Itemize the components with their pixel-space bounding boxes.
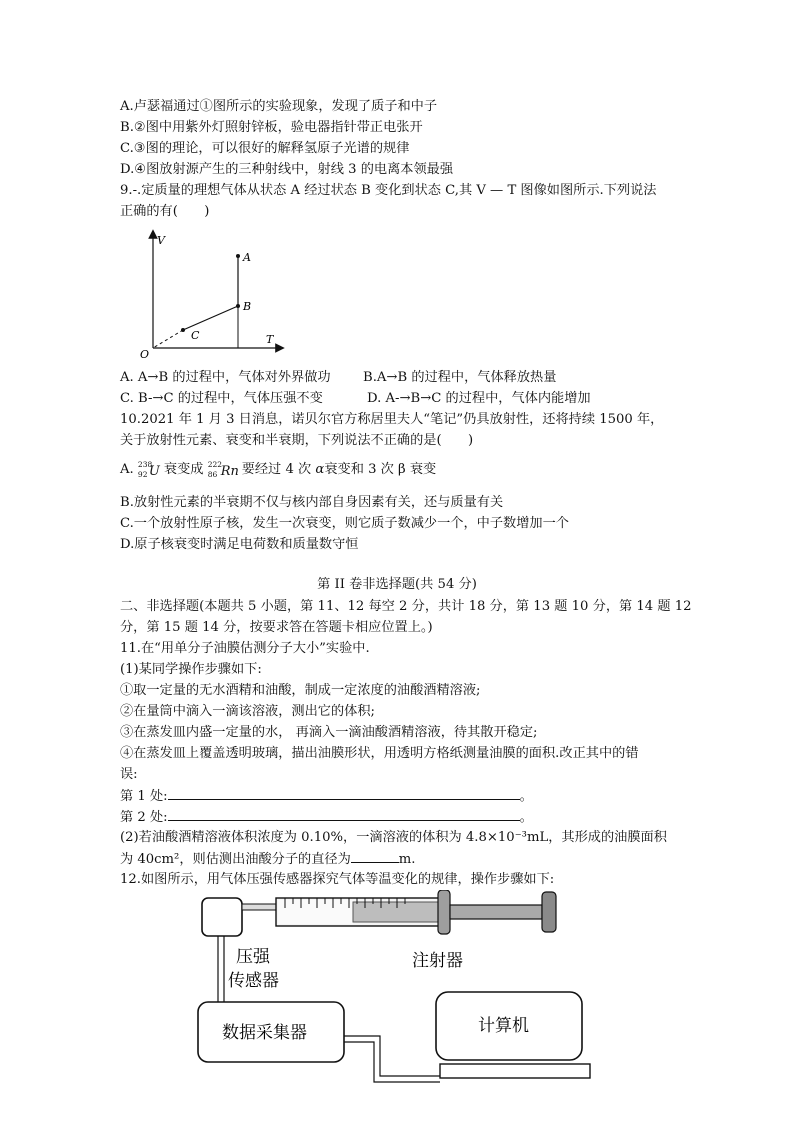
rn-charge-number: 86 xyxy=(207,469,218,479)
q11-sub2-line2 xyxy=(120,849,415,870)
q11-step4-line2: 误: xyxy=(120,767,138,782)
q9-option-c: C. B-→C 的过程中，气体压强不变 xyxy=(120,391,323,406)
rn-mass-number: 222 xyxy=(207,459,223,469)
line-b-to-c xyxy=(183,306,238,330)
point-c-label: C xyxy=(191,329,200,342)
part2-title: 第 II 卷非选择题(共 54 分) xyxy=(317,577,477,592)
q11-sub2-text: 为 40cm²，则估测出油酸分子的直径为 xyxy=(120,852,351,867)
q11-fix1-row xyxy=(120,786,533,807)
radon-nuclide xyxy=(208,461,242,479)
q11-sub1: (1)某同学操作步骤如下: xyxy=(120,662,262,677)
q11-sub2-unit: m. xyxy=(398,852,416,867)
q10-option-a-end: 衰变和 3 次 β 衰变 xyxy=(324,462,437,477)
q10-stem-line1: 10.2021 年 1 月 3 日消息，诺贝尔官方称居里夫人“笔记”仍具放射性，还将持续 1500 年， xyxy=(120,412,664,427)
q9-option-a: A. A→B 的过程中，气体对外界做功 xyxy=(120,370,331,385)
q10-option-a-prefix: A. xyxy=(120,462,134,477)
q11-fix1-blank[interactable] xyxy=(168,786,520,800)
q8-option-b: B.②图中用紫外灯照射锌板，验电器指针带正电张开 xyxy=(120,120,423,135)
q11-step2: ②在量筒中滴入一滴该溶液，测出它的体积; xyxy=(120,704,376,719)
q9-stem-line1: 9.-.定质量的理想气体从状态 A 经过状态 B 变化到状态 C,其 V — T 图像如图所示.下列说法 xyxy=(120,183,657,198)
q11-fix2-row xyxy=(120,807,533,828)
uranium-nuclide xyxy=(138,461,164,479)
syringe-gas-region xyxy=(278,900,353,924)
q11-fix1-label: 第 1 处: xyxy=(120,789,168,804)
point-a-label: A xyxy=(243,251,251,264)
computer-base xyxy=(440,1064,590,1078)
q11-fix2-blank[interactable] xyxy=(168,807,520,821)
q10-option-b: B.放射性元素的半衰期不仅与核内部自身因素有关，还与质量有关 xyxy=(120,495,504,510)
u-charge-number: 92 xyxy=(137,469,148,479)
v-axis-label: V xyxy=(157,234,165,247)
pressure-sensor-box xyxy=(202,898,242,936)
dashed-extension xyxy=(153,330,183,348)
q9-option-b: B.A→B 的过程中，气体释放热量 xyxy=(363,370,557,385)
q11-sub2-line1: (2)若油酸酒精溶液体积浓度为 0.10%，一滴溶液的体积为 4.8×10⁻³mL，其形成的油膜面积 xyxy=(120,830,667,845)
alpha-symbol: α xyxy=(315,462,325,477)
point-a xyxy=(236,254,240,258)
t-axis-label: T xyxy=(266,333,274,346)
part2-instructions-line1: 二、非选择题(本题共 5 小题，第 11、12 每空 2 分，共计 18 分，第 13 题 10 分，第 14 题 12 xyxy=(120,599,692,614)
q12-stem: 12.如图所示，用气体压强传感器探究气体等温变化的规律，操作步骤如下: xyxy=(120,872,555,887)
point-b xyxy=(236,304,240,308)
origin-label: O xyxy=(140,348,150,360)
part2-instructions-line2: 分，第 15 题 14 分，按要求答在答题卡相应位置上。) xyxy=(120,620,433,635)
sensor-label-line2: 传感器 xyxy=(228,971,279,991)
q8-option-a: A.卢瑟福通过①图所示的实验现象，发现了质子和中子 xyxy=(120,99,438,114)
q10-stem-line2: 关于放射性元素、衰变和半衰期，下列说法不正确的是( ) xyxy=(120,433,474,448)
collector-label: 数据采集器 xyxy=(222,1023,307,1043)
sensor-label-line1: 压强 xyxy=(236,947,270,967)
q9-stem-line2: 正确的有( ) xyxy=(120,204,210,219)
syringe-label: 注射器 xyxy=(412,951,463,971)
point-b-label: B xyxy=(243,300,252,313)
rn-symbol: Rn xyxy=(220,463,239,479)
q10-option-a-suffix: 要经过 4 次 xyxy=(241,462,312,477)
connector-tube xyxy=(242,904,276,910)
point-c xyxy=(181,328,185,332)
plunger-handle xyxy=(542,892,556,932)
q8-option-d: D.④图放射源产生的三种射线中，射线 3 的电离本领最强 xyxy=(120,162,454,177)
syringe-flange xyxy=(438,890,450,934)
q11-stem: 11.在“用单分子油膜估测分子大小”实验中. xyxy=(120,641,370,656)
q10-option-a xyxy=(120,460,436,480)
syringe-plunger-body xyxy=(353,902,443,922)
q10-option-a-mid: 衰变成 xyxy=(163,462,204,477)
q10-option-d: D.原子核衰变时满足电荷数和质量数守恒 xyxy=(120,537,359,552)
q9-option-d: D. A-→B→C 的过程中，气体内能增加 xyxy=(367,391,591,406)
vt-graph xyxy=(135,228,285,360)
q8-option-c: C.③图的理论，可以很好的解释氢原子光谱的规律 xyxy=(120,141,410,156)
q11-step4-line1: ④在蒸发皿上覆盖透明玻璃，描出油膜形状，用透明方格纸测量油膜的面积.改正其中的错 xyxy=(120,746,639,761)
q11-fix2-period: 。 xyxy=(519,810,533,825)
q11-fix1-period: 。 xyxy=(519,789,533,804)
computer-label: 计算机 xyxy=(478,1016,529,1036)
experiment-diagram xyxy=(190,890,600,1090)
q10-option-c: C.一个放射性原子核，发生一次衰变，则它质子数减少一个，中子数增加一个 xyxy=(120,516,569,531)
q11-step1: ①取一定量的无水酒精和油酸，制成一定浓度的油酸酒精溶液; xyxy=(120,683,481,698)
u-symbol: U xyxy=(148,463,160,479)
plunger-rod xyxy=(450,905,542,919)
q11-step3: ③在蒸发皿内盛一定量的水， 再滴入一滴油酸酒精溶液，待其散开稳定; xyxy=(120,725,538,740)
q11-diameter-blank[interactable] xyxy=(351,849,399,863)
u-mass-number: 238 xyxy=(137,459,153,469)
q11-fix2-label: 第 2 处: xyxy=(120,810,168,825)
